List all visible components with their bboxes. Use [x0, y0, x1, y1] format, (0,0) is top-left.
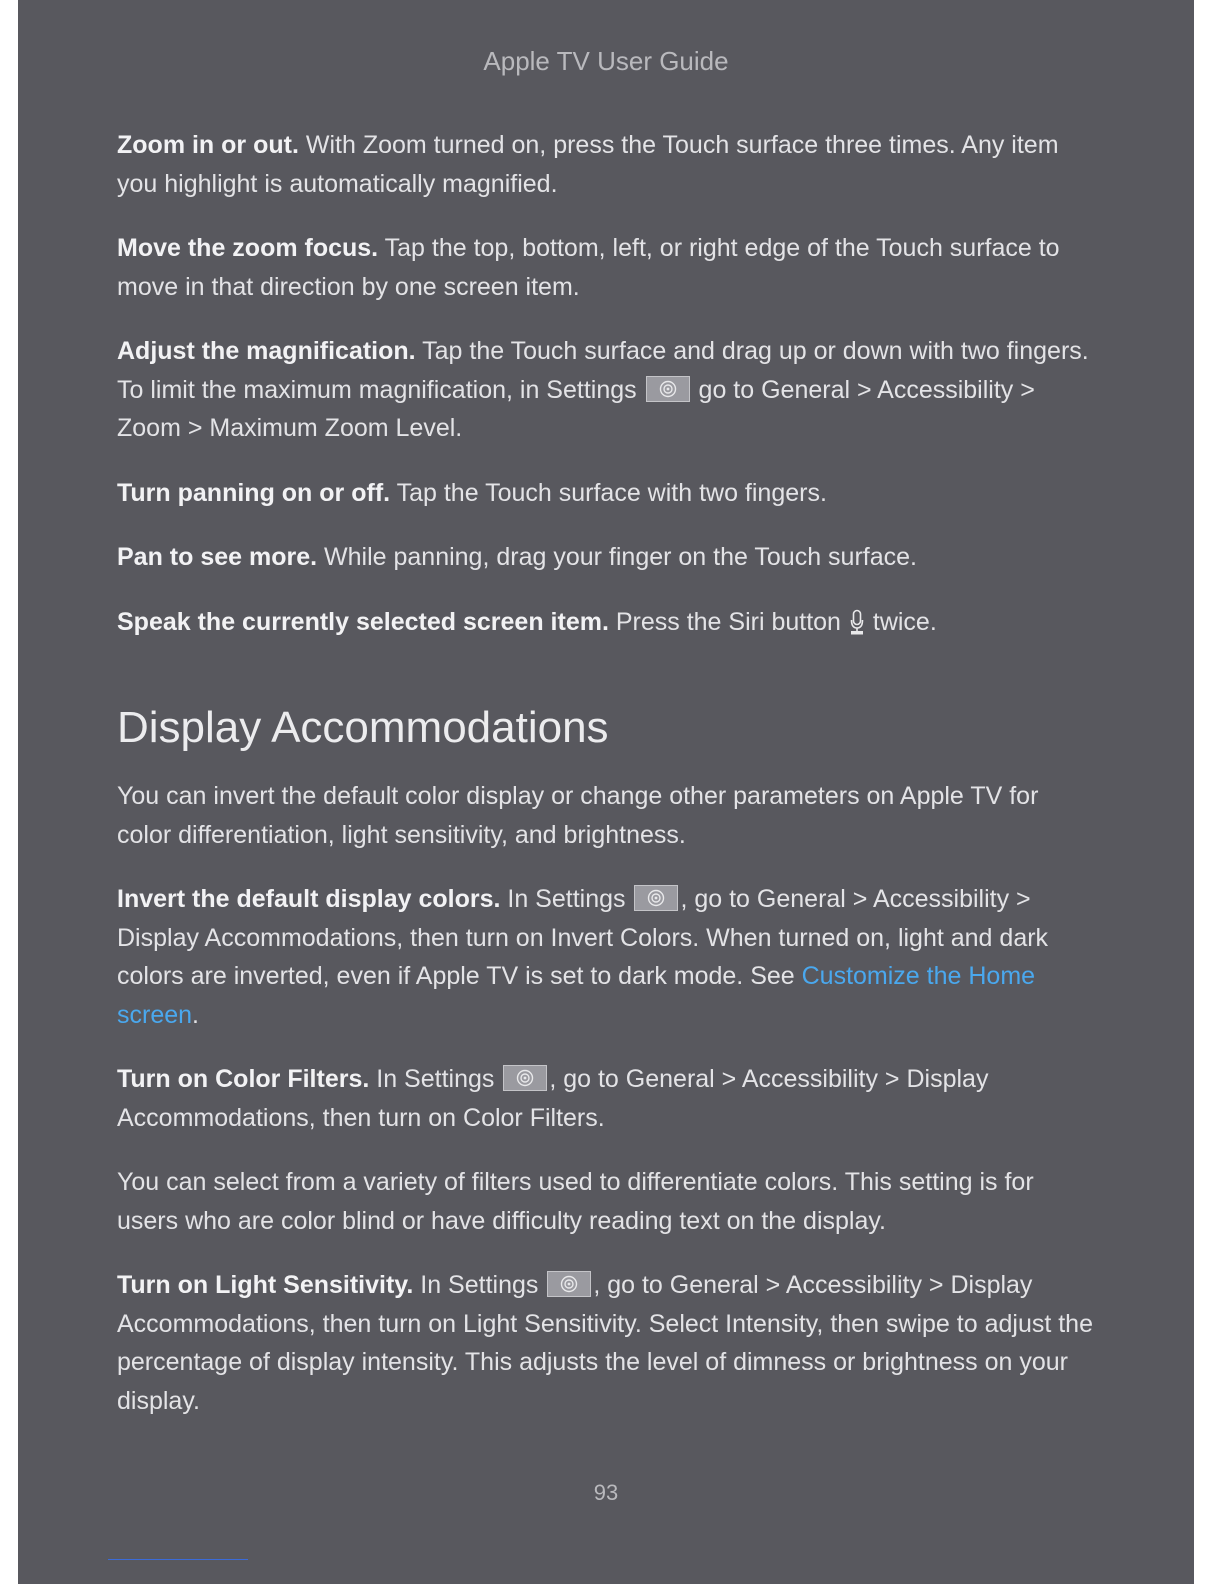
- adjust-magnification-text-a: Tap the Touch surface and drag up or down with two fingers. To limit the maximum magnification, in Settings: [117, 337, 1089, 404]
- settings-icon: [646, 376, 690, 402]
- pan-more-text: While panning, drag your finger on the Touch surface.: [317, 543, 917, 571]
- section-heading: Display Accommodations: [117, 703, 609, 752]
- settings-icon: [547, 1271, 591, 1297]
- adjust-magnification-text-b: go to General > Accessibility > Zoom > Maximum Zoom Level.: [117, 375, 1035, 442]
- zoom-in-out-text: With Zoom turned on, press the Touch surface three times. Any item you highlight is automatically magnified.: [117, 131, 1059, 198]
- light-sensitivity-text-b: , go to General > Accessibility > Display Accommodations, then turn on Light Sensitivity. Select Intensity, then swipe to adjust the percentage of display intensity. This adjusts the level of dimness or brightness on your display.: [117, 1271, 1093, 1415]
- settings-icon: [503, 1065, 547, 1091]
- invert-text-end: .: [192, 1000, 199, 1029]
- document-page: [18, 0, 1194, 1584]
- color-filters-text-b: , go to General > Accessibility > Display Accommodations, then turn on Color Filters.: [117, 1065, 989, 1132]
- zoom-in-out-paragraph: [117, 126, 1097, 203]
- color-filters-term: Turn on Color Filters.: [117, 1065, 370, 1093]
- speak-item-paragraph: [117, 603, 1097, 642]
- color-filters-text-a: In Settings: [369, 1065, 502, 1093]
- panning-paragraph: [117, 474, 1097, 513]
- invert-paragraph: [117, 880, 1097, 1034]
- speak-item-term: Speak the currently selected screen item.: [117, 607, 609, 636]
- move-focus-paragraph: [117, 229, 1097, 306]
- settings-icon: [634, 885, 678, 911]
- light-sensitivity-term: Turn on Light Sensitivity.: [117, 1271, 414, 1299]
- running-header: Apple TV User Guide: [483, 46, 729, 76]
- light-sensitivity-paragraph: [117, 1266, 1097, 1420]
- panning-text: Tap the Touch surface with two fingers.: [390, 478, 827, 507]
- page-content: [117, 126, 1097, 1446]
- pan-more-term: Pan to see more.: [117, 543, 318, 571]
- invert-text-b: , go to General > Accessibility > Display Accommodations, then turn on Invert Colors. When turned on, light and dark colors are inverted, even if Apple TV is set to dark mode. See: [117, 885, 1049, 990]
- invert-text-a: In Settings: [500, 885, 633, 913]
- page-number: 93: [593, 1480, 619, 1505]
- pan-more-paragraph: [117, 538, 1097, 577]
- zoom-in-out-term: Zoom in or out.: [117, 131, 299, 159]
- move-focus-text: Tap the top, bottom, left, or right edge of the Touch surface to move in that direction by one screen item.: [117, 234, 1060, 301]
- move-focus-term: Move the zoom focus.: [117, 234, 379, 262]
- invert-term: Invert the default display colors.: [117, 885, 501, 913]
- color-filters-paragraph: [117, 1060, 1097, 1137]
- footer-rule: [108, 1559, 248, 1560]
- microphone-icon: [850, 608, 864, 634]
- light-sensitivity-text-a: In Settings: [413, 1271, 546, 1299]
- filters-info-paragraph: You can select from a variety of filters used to differentiate colors. This setting is for users who are color blind or have difficulty reading text on the display.: [117, 1168, 1034, 1235]
- customize-home-screen-link[interactable]: Customize the Home screen: [117, 962, 1036, 1029]
- panning-term: Turn panning on or off.: [117, 478, 391, 507]
- intro-paragraph: You can invert the default color display or change other parameters on Apple TV for color differentiation, light sensitivity, and brightness.: [117, 782, 1039, 849]
- speak-item-text-b: twice.: [865, 607, 937, 636]
- adjust-magnification-paragraph: [117, 332, 1097, 448]
- speak-item-text-a: Press the Siri button: [608, 607, 848, 636]
- adjust-magnification-term: Adjust the magnification.: [117, 337, 416, 365]
